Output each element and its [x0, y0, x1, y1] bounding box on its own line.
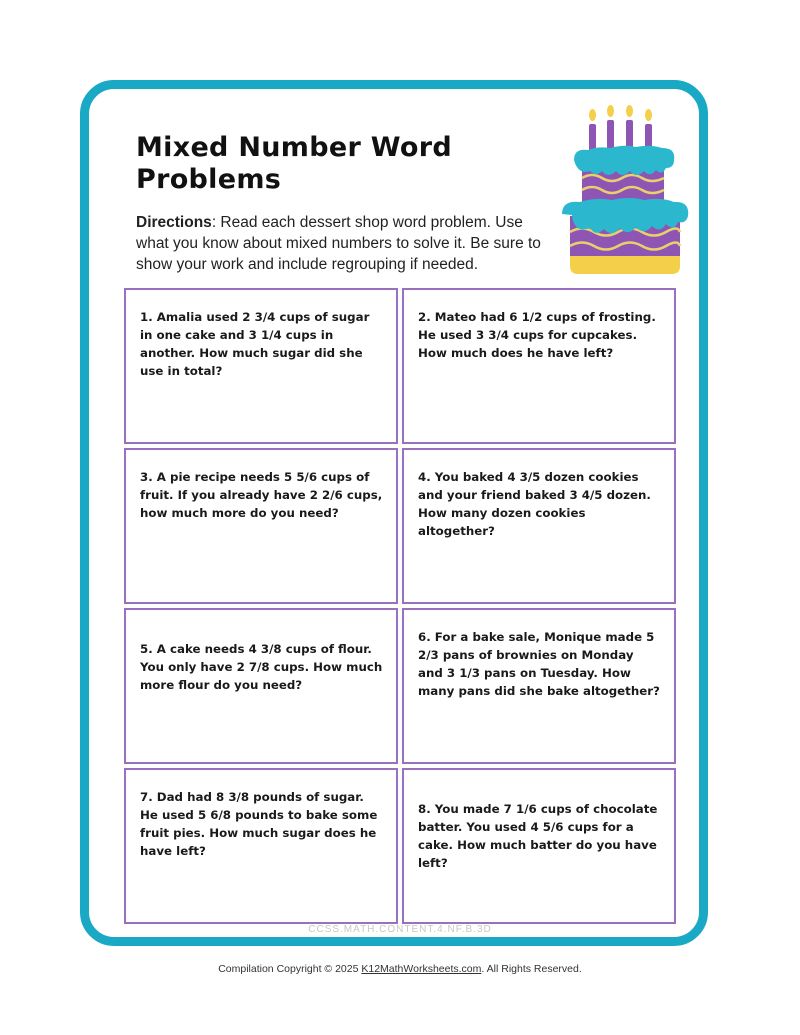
problem-card-1	[124, 288, 398, 444]
worksheet-title: Mixed Number Word Problems	[136, 132, 452, 195]
copyright-prefix: Compilation Copyright © 2025	[218, 963, 362, 975]
directions-label: Directions	[136, 214, 212, 231]
problem-card-5	[124, 608, 398, 764]
copyright-suffix: . All Rights Reserved.	[481, 963, 582, 975]
directions-text: : Read each dessert shop word problem. Use what you know about mixed numbers to solve it. Be sure to show your work and include regrouping if needed.	[136, 214, 541, 273]
standard-code: CCSS.MATH.CONTENT.4.NF.B.3D	[308, 924, 492, 935]
problem-text: 7. Dad had 8 3/8 pounds of sugar. He used 5 6/8 pounds to bake some fruit pies. How much sugar does he have left?	[140, 790, 378, 858]
problem-card-6	[402, 608, 676, 764]
problem-text: 5. A cake needs 4 3/8 cups of flour. You only have 2 7/8 cups. How much more flour do you need?	[140, 642, 383, 692]
problem-text: 2. Mateo had 6 1/2 cups of frosting. He used 3 3/4 cups for cupcakes. How much does he have left?	[418, 310, 656, 360]
problem-card-2	[402, 288, 676, 444]
problem-card-7	[124, 768, 398, 924]
problem-text: 3. A pie recipe needs 5 5/6 cups of fruit. If you already have 2 2/6 cups, how much more do you need?	[140, 470, 383, 520]
site-link[interactable]: K12MathWorksheets.com	[361, 963, 482, 975]
copyright-footer	[0, 963, 800, 975]
problem-text: 6. For a bake sale, Monique made 5 2/3 pans of brownies on Monday and 3 1/3 pans on Tuesday. How many pans did she bake altogether?	[418, 630, 660, 698]
problem-text: 1. Amalia used 2 3/4 cups of sugar in one cake and 3 1/4 cups in another. How much sugar did she use in total?	[140, 310, 370, 378]
problem-card-3	[124, 448, 398, 604]
birthday-cake-icon	[560, 104, 690, 276]
problem-card-4	[402, 448, 676, 604]
problem-card-8	[402, 768, 676, 924]
directions	[136, 212, 556, 275]
problems-grid	[124, 288, 676, 924]
problem-text: 4. You baked 4 3/5 dozen cookies and your friend baked 3 4/5 dozen. How many dozen cookies altogether?	[418, 470, 651, 538]
problem-text: 8. You made 7 1/6 cups of chocolate batter. You used 4 5/6 cups for a cake. How much batter do you have left?	[418, 802, 658, 870]
